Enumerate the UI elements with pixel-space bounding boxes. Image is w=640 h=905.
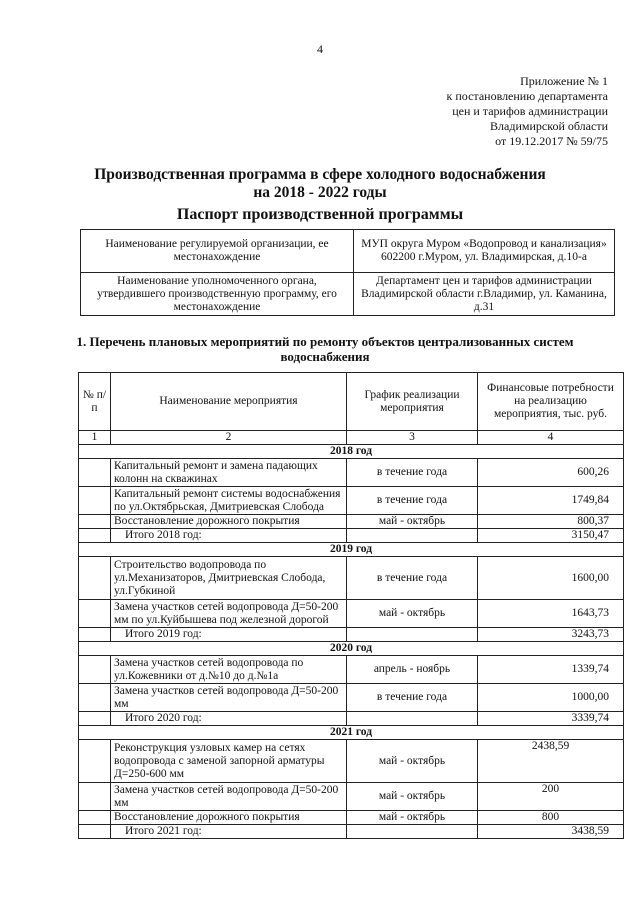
col-number: 2 — [111, 431, 347, 445]
passport-table — [80, 229, 615, 316]
year-label: 2018 год — [79, 445, 624, 459]
title-line-2: на 2018 - 2022 годы — [253, 184, 387, 201]
page-number: 4 — [317, 42, 323, 56]
total-schedule-cell — [347, 712, 478, 726]
measure-amount: 1600,00 — [478, 557, 624, 600]
total-label: Итого 2020 год: — [111, 712, 347, 726]
measure-schedule: май - октябрь — [347, 811, 478, 825]
passport-row — [81, 230, 615, 273]
year-row — [79, 445, 624, 459]
row-number-cell — [79, 684, 111, 712]
row-number-cell — [79, 600, 111, 628]
measure-schedule: в течение года — [347, 684, 478, 712]
header-schedule: График реализации мероприятия — [347, 373, 478, 431]
measure-schedule: май - октябрь — [347, 783, 478, 811]
measure-name: Капитальный ремонт и замена падающих колонн на скважинах — [111, 459, 347, 487]
row-number-cell — [79, 557, 111, 600]
measure-amount: 1749,84 — [478, 487, 624, 515]
total-amount: 3150,47 — [478, 529, 624, 543]
total-schedule-cell — [347, 529, 478, 543]
passport-value: Департамент цен и тарифов администрации Владимирской области г.Владимир, ул. Каманина, д.31 — [354, 273, 615, 316]
table-row — [79, 600, 624, 628]
section-1-title: 1. Перечень плановых мероприятий по ремонту объектов централизованных систем водоснабжения — [76, 334, 574, 364]
total-label: Итого 2018 год: — [111, 529, 347, 543]
appendix-line: к постановлению департамента — [446, 89, 608, 103]
total-schedule-cell — [347, 825, 478, 839]
col-number: 4 — [478, 431, 624, 445]
table-row — [79, 515, 624, 529]
year-row — [79, 726, 624, 740]
appendix-line: от 19.12.2017 № 59/75 — [495, 134, 608, 148]
passport-value: МУП округа Муром «Водопровод и канализация» 602200 г.Муром, ул. Владимирская, д.10-а — [354, 230, 615, 273]
column-number-row — [79, 431, 624, 445]
table-row — [79, 783, 624, 811]
row-number-cell — [79, 740, 111, 783]
year-label: 2021 год — [79, 726, 624, 740]
measure-amount: 1339,74 — [478, 656, 624, 684]
row-number-cell — [79, 811, 111, 825]
row-number-cell — [79, 712, 111, 726]
measure-name: Восстановление дорожного покрытия — [111, 811, 347, 825]
row-number-cell — [79, 783, 111, 811]
measure-schedule: в течение года — [347, 557, 478, 600]
table-row — [79, 740, 624, 783]
total-label: Итого 2021 год: — [111, 825, 347, 839]
table-row — [79, 557, 624, 600]
passport-label: Наименование регулируемой организации, ее местонахождение — [81, 230, 354, 273]
passport-label: Наименование уполномоченного органа, утвердившего производственную программу, его местонахождение — [81, 273, 354, 316]
measure-schedule: май - октябрь — [347, 515, 478, 529]
table-row — [79, 684, 624, 712]
measure-schedule: в течение года — [347, 487, 478, 515]
table-row — [79, 811, 624, 825]
row-number-cell — [79, 628, 111, 642]
measure-name: Замена участков сетей водопровода Д=50-200 мм по ул.Куйбышева под железной дорогой — [111, 600, 347, 628]
row-number-cell — [79, 515, 111, 529]
total-row — [79, 628, 624, 642]
passport-heading: Паспорт производственной программы — [176, 206, 464, 223]
row-number-cell — [79, 656, 111, 684]
row-number-cell — [79, 825, 111, 839]
col-number: 3 — [347, 431, 478, 445]
measure-amount: 2438,59 — [478, 740, 624, 783]
table-row — [79, 459, 624, 487]
measure-amount: 1000,00 — [478, 684, 624, 712]
measure-name: Замена участков сетей водопровода по ул.Кожевники от д.№10 до д.№1а — [111, 656, 347, 684]
year-label: 2020 год — [79, 642, 624, 656]
measure-amount: 200 — [478, 783, 624, 811]
measure-amount: 800,37 — [478, 515, 624, 529]
header-num: № п/п — [79, 373, 111, 431]
table-header-row — [79, 373, 624, 431]
table-row — [79, 487, 624, 515]
measures-table — [78, 372, 624, 839]
measure-amount: 1643,73 — [478, 600, 624, 628]
passport-row — [81, 273, 615, 316]
year-row — [79, 543, 624, 557]
total-amount: 3339,74 — [478, 712, 624, 726]
appendix-line: Владимирской области — [490, 119, 608, 133]
total-label: Итого 2019 год: — [111, 628, 347, 642]
appendix-line: цен и тарифов администрации — [452, 104, 608, 118]
measure-schedule: апрель - ноябрь — [347, 656, 478, 684]
measure-schedule: в течение года — [347, 459, 478, 487]
total-schedule-cell — [347, 628, 478, 642]
measure-name: Восстановление дорожного покрытия — [111, 515, 347, 529]
measure-schedule: май - октябрь — [347, 740, 478, 783]
table-row — [79, 656, 624, 684]
total-row — [79, 825, 624, 839]
col-number: 1 — [79, 431, 111, 445]
year-label: 2019 год — [79, 543, 624, 557]
measure-amount: 800 — [478, 811, 624, 825]
appendix-line: Приложение № 1 — [520, 74, 608, 88]
header-finance: Финансовые потребности на реализацию мероприятия, тыс. руб. — [478, 373, 624, 431]
appendix-block — [400, 74, 608, 149]
measure-schedule: май - октябрь — [347, 600, 478, 628]
measure-name: Замена участков сетей водопровода Д=50-200 мм — [111, 684, 347, 712]
total-row — [79, 529, 624, 543]
total-row — [79, 712, 624, 726]
measure-name: Реконструкция узловых камер на сетях водопровода с заменой запорной арматуры Д=250-600 мм — [111, 740, 347, 783]
measure-name: Строительство водопровода по ул.Механизаторов, Дмитриевская Слобода, ул.Губкиной — [111, 557, 347, 600]
row-number-cell — [79, 529, 111, 543]
total-amount: 3438,59 — [478, 825, 624, 839]
row-number-cell — [79, 459, 111, 487]
document-title — [60, 166, 580, 202]
header-name: Наименование мероприятия — [111, 373, 347, 431]
measure-amount: 600,26 — [478, 459, 624, 487]
total-amount: 3243,73 — [478, 628, 624, 642]
row-number-cell — [79, 487, 111, 515]
year-row — [79, 642, 624, 656]
measure-name: Замена участков сетей водопровода Д=50-200 мм — [111, 783, 347, 811]
measure-name: Капитальный ремонт системы водоснабжения по ул.Октябрьская, Дмитриевская Слобода — [111, 487, 347, 515]
title-line-1: Производственная программа в сфере холодного водоснабжения — [94, 166, 546, 183]
